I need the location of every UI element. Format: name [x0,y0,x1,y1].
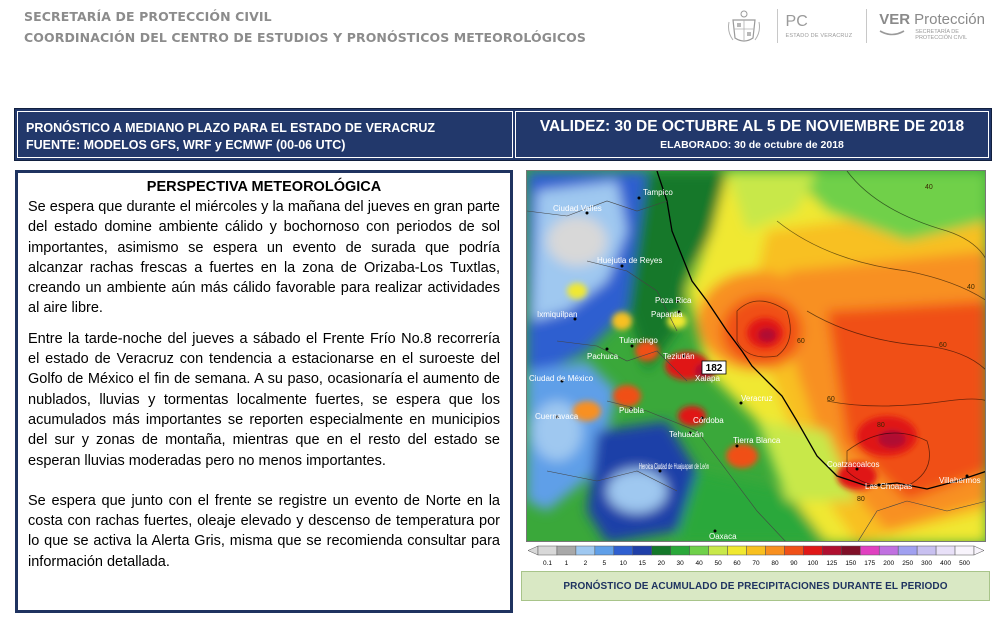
map-caption: PRONÓSTICO DE ACUMULADO DE PRECIPITACIONES DURANTE EL PERIODO [521,571,990,601]
legend-swatch [671,546,690,555]
contour-label: 40 [925,184,933,191]
contour-label: 60 [797,338,805,345]
proteccion-logo-text: Protección [914,11,985,28]
legend-tick-label: 125 [826,560,838,567]
legend-tick-label: 60 [733,560,741,567]
legend-swatch [765,546,784,555]
legend-swatch [576,546,595,555]
header-department-name: COORDINACIÓN DEL CENTRO DE ESTUDIOS Y PRONÓSTICOS METEOROLÓGICOS [24,30,586,45]
legend-tick-label: 90 [790,560,798,567]
contour-label: 60 [939,342,947,349]
map-label-veracruz: Veracruz [741,394,773,403]
legend-tick-label: 30 [676,560,684,567]
legend-tick-label: 175 [864,560,876,567]
map-label-teziutlan: Teziutlán [663,352,695,361]
contour-label: 80 [857,496,865,503]
legend-tick-label: 150 [845,560,857,567]
legend-swatch [595,546,614,555]
forecast-validity: VALIDEZ: 30 DE OCTUBRE AL 5 DE NOVIEMBRE DE 2018 [539,118,965,135]
legend-swatch [917,546,936,555]
contour-label: 80 [877,422,885,429]
map-label-xalapa: Xalapa [695,374,720,383]
legend-tick-label: 15 [638,560,646,567]
map-label-puebla: Puebla [619,406,644,415]
legend-swatch [784,546,803,555]
map-label-poza-rica: Poza Rica [655,296,692,305]
map-label-las-choapas: Las Choapas [865,482,913,491]
ver-logo-text: VER [879,11,911,28]
ver-logo-subtext-1: SECRETARÍA DE [915,29,959,35]
forecast-title-left [17,111,513,158]
legend-tick-label: 0.1 [542,560,553,567]
legend-tick-label: 80 [771,560,779,567]
legend-tick-label: 500 [959,560,970,567]
legend-tick-label: 40 [695,560,703,567]
legend-tick-label: 200 [883,560,895,567]
perspective-panel [15,170,513,613]
legend-arrow-right [974,546,984,555]
legend-tick-label: 250 [902,560,914,567]
legend-swatch [614,546,633,555]
map-label-cuernavaca: Cuernavaca [535,412,579,421]
forecast-title: PRONÓSTICO A MEDIANO PLAZO PARA EL ESTADO DE VERACRUZ [26,121,436,135]
forecast-title-bar [14,108,992,161]
legend-swatch [822,546,841,555]
legend-swatch [747,546,766,555]
map-label-ciudad-valles: Ciudad Valles [553,204,602,213]
veracruz-seal-icon [727,8,761,44]
map-label-tulancingo: Tulancingo [619,336,658,345]
logo-divider [777,9,778,43]
legend-tick-label: 50 [714,560,722,567]
perspective-paragraph-3: Se espera que junto con el frente se registre un evento de Norte en la costa con rachas fuertes, oleaje elevado y descenso de temperatura por lo que se activa la Alerta Gris, misma que se recomienda consultar para información detallada. [28,492,500,570]
legend-swatch [955,546,974,555]
perspective-paragraph-1: Se espera que durante el miércoles y la mañana del jueves en gran parte del estado domine ambiente cálido y bochornoso con periodos de sol importantes, asimismo se espera un evento de surada que podría alcanzar rachas frescas a fuertes en la zona de Orizaba-Los Tuxtlas, creando un ambiente aún más cálido favorable para realizar actividades al aire libre. [28,199,500,317]
legend-swatch [860,546,879,555]
legend-swatch [633,546,652,555]
map-label-tampico: Tampico [643,188,673,197]
legend-tick-label: 70 [752,560,760,567]
legend-swatch [841,546,860,555]
legend-swatch [709,546,728,555]
perspective-title: PERSPECTIVA METEOROLÓGICA [146,179,382,195]
legend-tick-label: 100 [807,560,819,567]
map-label-coatzacoalcos: Coatzacoalcos [827,460,880,469]
legend-tick-label: 300 [921,560,933,567]
map-label-huejutla: Huejutla de Reyes [597,256,663,265]
contour-label: 40 [967,284,975,291]
map-label-tierra-blanca: Tierra Blanca [733,436,781,445]
perspective-paragraph-2: Entre la tarde-noche del jueves a sábado el Frente Frío No.8 recorrería el estado de Veracruz con tendencia a estacionarse en el suroeste del Golfo de México el fin de semana. A su paso, ocasionaría el aumento de nublados, lluvias y tormentas localmente fuertes, se espera que los acumulados más importantes se reporten especialmente en municipios del sur y zonas de montaña, mientras que en el resto del estado se esperan lluvias moderadas pero no menos importantes. [28,330,500,469]
legend-tick-label: 2 [583,560,588,567]
swoosh-icon [879,29,905,37]
map-label-huajuapan: Heroica Ciudad de Huajuapan de León [639,462,709,471]
legend-swatch [690,546,709,555]
ver-proteccion-logo [879,11,985,41]
legend-arrow-left [528,546,538,555]
legend-swatch [936,546,955,555]
legend-tick-label: 400 [940,560,951,567]
legend-swatch [803,546,822,555]
contour-label: 60 [827,396,835,403]
map-label-oaxaca: Oaxaca [709,532,737,541]
pc-logo-subtext: ESTADO DE VERACRUZ [785,32,853,39]
map-label-tehuacan: Tehuacán [669,430,704,439]
legend-swatch [538,546,557,555]
legend-swatch [557,546,576,555]
pc-logo-text: PC [785,12,808,30]
legend-tick-label: 1 [564,560,569,567]
header-logos [727,6,985,46]
logo-divider [866,9,867,43]
legend-swatch [898,546,917,555]
pc-logo [786,14,853,39]
map-label-ciudad-mexico: Ciudad de México [529,374,594,383]
legend-swatch [652,546,671,555]
map-label-papantla: Papantla [651,310,683,319]
map-label-pachuca: Pachuca [587,352,619,361]
legend-swatch [728,546,747,555]
ver-logo-subtext-2: PROTECCIÓN CIVIL [915,35,968,41]
forecast-source: FUENTE: MODELOS GFS, WRF y ECMWF (00-06 UTC) [26,138,346,152]
forecast-elaborated-date: ELABORADO: 30 de octubre de 2018 [660,139,844,151]
precipitation-map [526,170,986,542]
forecast-title-right [515,111,989,158]
map-label-villahermosa: Villahermos [939,476,981,485]
precipitation-legend [526,544,986,570]
legend-tick-label: 20 [657,560,665,567]
max-value-label: 182 [705,363,723,374]
legend-swatch [879,546,898,555]
legend-tick-label: 10 [619,560,627,567]
map-label-ixmiquilpan: Ixmiquilpan [537,310,578,319]
legend-tick-label: 5 [602,560,607,567]
map-label-cordoba: Córdoba [693,416,724,425]
header-agency-name: SECRETARÍA DE PROTECCIÓN CIVIL [24,9,272,24]
